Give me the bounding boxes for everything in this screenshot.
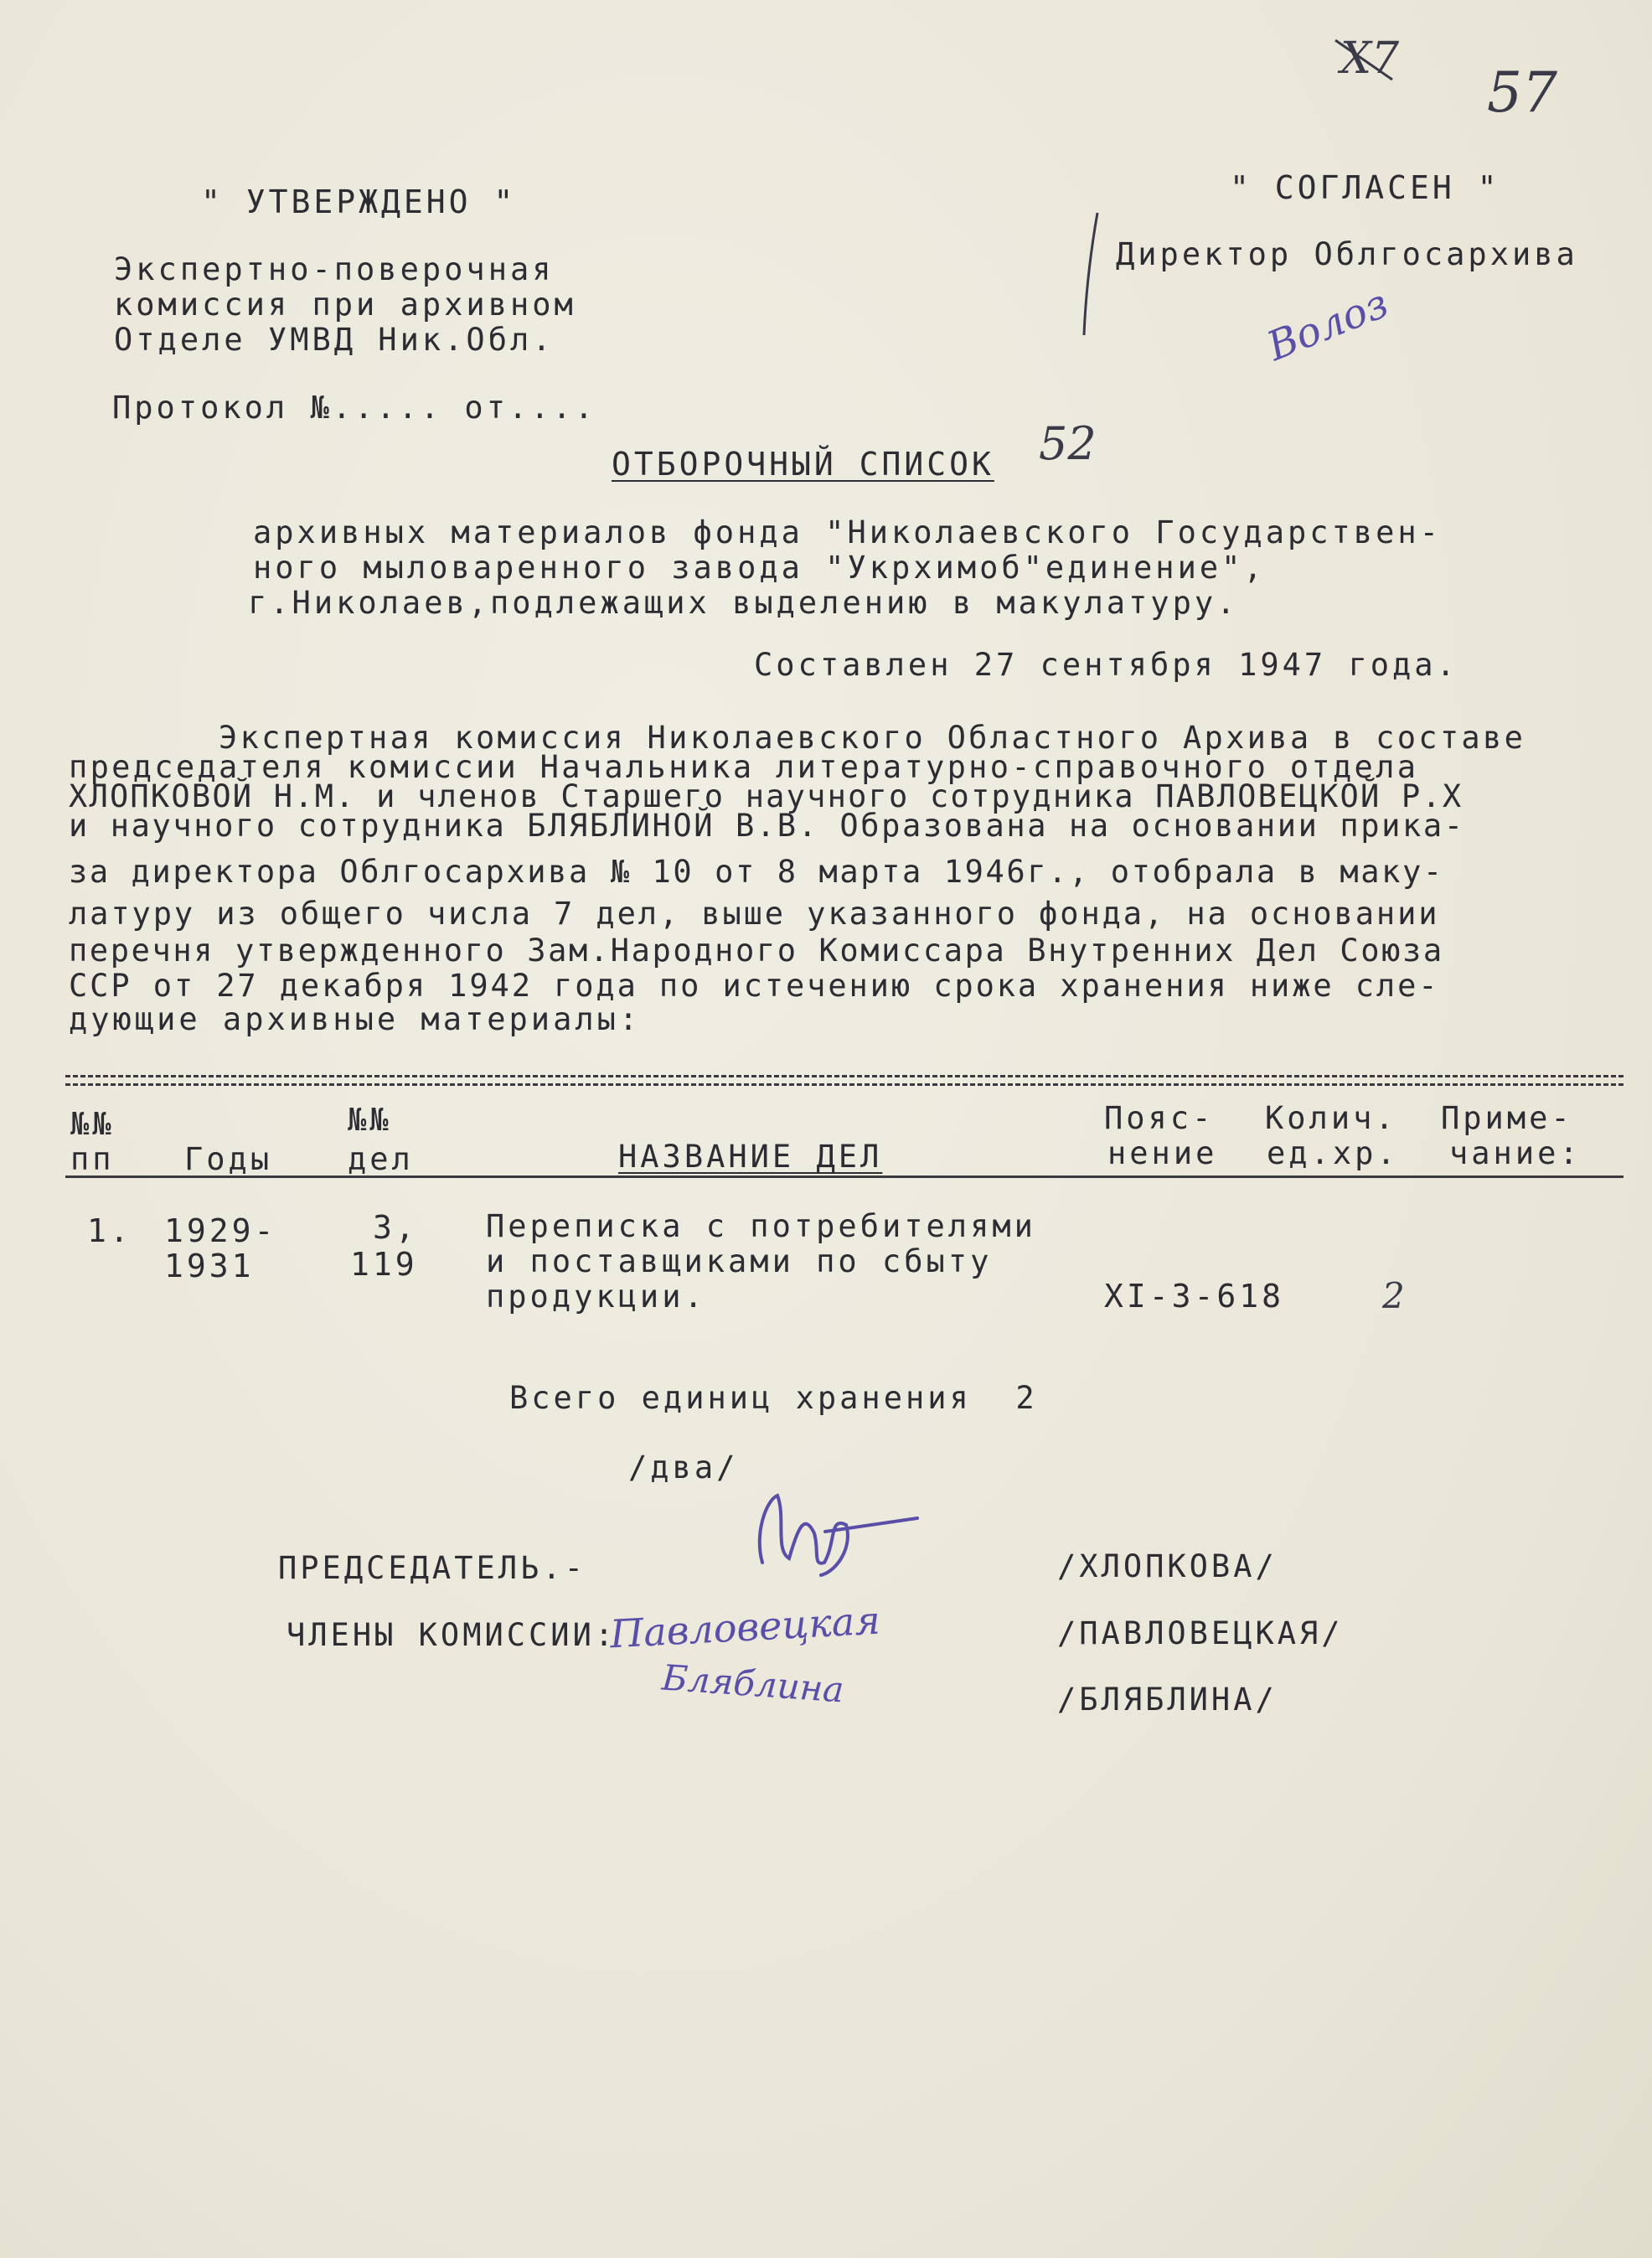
body-line: ХЛОПКОВОЙ Н.М. и членов Старшего научного сотрудника ПАВЛОВЕЦКОЙ Р.Х <box>69 778 1464 814</box>
header-remark-1: Приме- <box>1441 1100 1573 1136</box>
member-name-2: /БЛЯБЛИНА/ <box>1057 1682 1278 1718</box>
row-case-2: 119 <box>350 1246 418 1283</box>
approved-title: " УТВЕРЖДЕНО " <box>201 183 517 220</box>
protocol-line: Протокол №..... от.... <box>112 390 597 426</box>
row-years-1: 1929- <box>164 1212 277 1249</box>
crossed-mark-strike <box>1332 34 1399 84</box>
header-note-1: Пояс- <box>1104 1100 1215 1136</box>
row-name-3: продукции. <box>486 1279 706 1315</box>
chairman-label: ПРЕДСЕДАТЕЛЬ.- <box>278 1550 586 1586</box>
table-header-rule <box>65 1176 1624 1178</box>
row-case-1: 3, <box>373 1209 418 1246</box>
body-line: дующие архивные материалы: <box>69 1001 642 1037</box>
member-signature-1: Павловецкая <box>608 1597 881 1657</box>
body-line: латуру из общего числа 7 дел, выше указанного фонда, на основании <box>69 896 1440 932</box>
approved-line-1: Экспертно-поверочная <box>114 251 555 287</box>
header-qty-2: ед.хр. <box>1267 1135 1399 1171</box>
agreed-margin-stroke <box>1072 209 1106 344</box>
header-name: НАЗВАНИЕ ДЕЛ <box>618 1139 883 1175</box>
row-num: 1. <box>87 1212 132 1249</box>
list-number: 52 <box>1039 417 1097 470</box>
members-label: ЧЛЕНЫ КОМИССИИ: <box>287 1617 617 1653</box>
body-line: перечня утвержденного Зам.Народного Комиссара Внутренних Дел Союза <box>69 933 1444 969</box>
body-line: ССР от 27 декабря 1942 года по истечению срока хранения ниже сле- <box>69 968 1440 1004</box>
compiled-date: Составлен 27 сентября 1947 года. <box>754 647 1458 683</box>
member-name-1: /ПАВЛОВЕЦКАЯ/ <box>1057 1615 1344 1651</box>
body-line: за директора Облгосархива № 10 от 8 марта 1946г., отобрала в маку- <box>69 854 1444 890</box>
total-words: /два/ <box>628 1449 739 1486</box>
row-note: XI-3-618 <box>1104 1278 1285 1315</box>
crossed-mark: X7 <box>1340 34 1400 84</box>
body-line: председателя комиссии Начальника литературно-справочного отдела <box>69 749 1419 785</box>
sheet-number: 57 <box>1487 60 1557 125</box>
row-name-1: Переписка с потребителями <box>486 1208 1036 1244</box>
table-top-rule <box>65 1075 1624 1077</box>
row-years-2: 1931 <box>164 1248 255 1284</box>
member-signature-2: Бляблина <box>660 1656 845 1711</box>
agreed-director-line: Директор Облгосархива <box>1116 236 1578 272</box>
header-case-2: дел <box>348 1141 414 1177</box>
total-units: Всего единиц хранения 2 <box>509 1380 1038 1416</box>
body-line: Экспертная комиссия Николаевского Областного Архива в составе <box>69 720 1526 756</box>
header-remark-2: чание: <box>1449 1135 1582 1171</box>
header-qty-1: Колич. <box>1265 1100 1397 1136</box>
approved-line-3: Отделе УМВД Ник.Обл. <box>114 322 555 358</box>
row-qty: 2 <box>1382 1275 1405 1316</box>
chairman-name: /ХЛОПКОВА/ <box>1057 1548 1278 1584</box>
subtitle-line-2: ного мыловаренного завода "Укрхимоб"единение", <box>253 550 1266 586</box>
chairman-signature <box>737 1483 930 1584</box>
subtitle-line-1: архивных материалов фонда "Николаевского Государствен- <box>253 514 1442 550</box>
header-num-1: №№ <box>70 1106 115 1142</box>
header-note-2: нение <box>1107 1135 1218 1171</box>
approved-line-2: комиссия при архивном <box>114 287 576 323</box>
header-years: Годы <box>184 1141 273 1177</box>
subtitle-line-3: г.Николаев,подлежащих выделению в макулатуру. <box>248 585 1239 621</box>
document-heading: ОТБОРОЧНЫЙ СПИСОК <box>612 446 994 483</box>
director-signature: Волоз <box>1260 279 1395 371</box>
body-line: и научного сотрудника БЛЯБЛИНОЙ В.В. Образована на основании прика- <box>69 808 1465 844</box>
agreed-title: " СОГЛАСЕН " <box>1230 169 1500 206</box>
header-num-2: пп <box>70 1141 115 1177</box>
table-top-rule-2 <box>65 1083 1624 1086</box>
header-case-1: №№ <box>348 1102 392 1138</box>
row-name-2: и поставщиками по сбыту <box>486 1243 993 1279</box>
